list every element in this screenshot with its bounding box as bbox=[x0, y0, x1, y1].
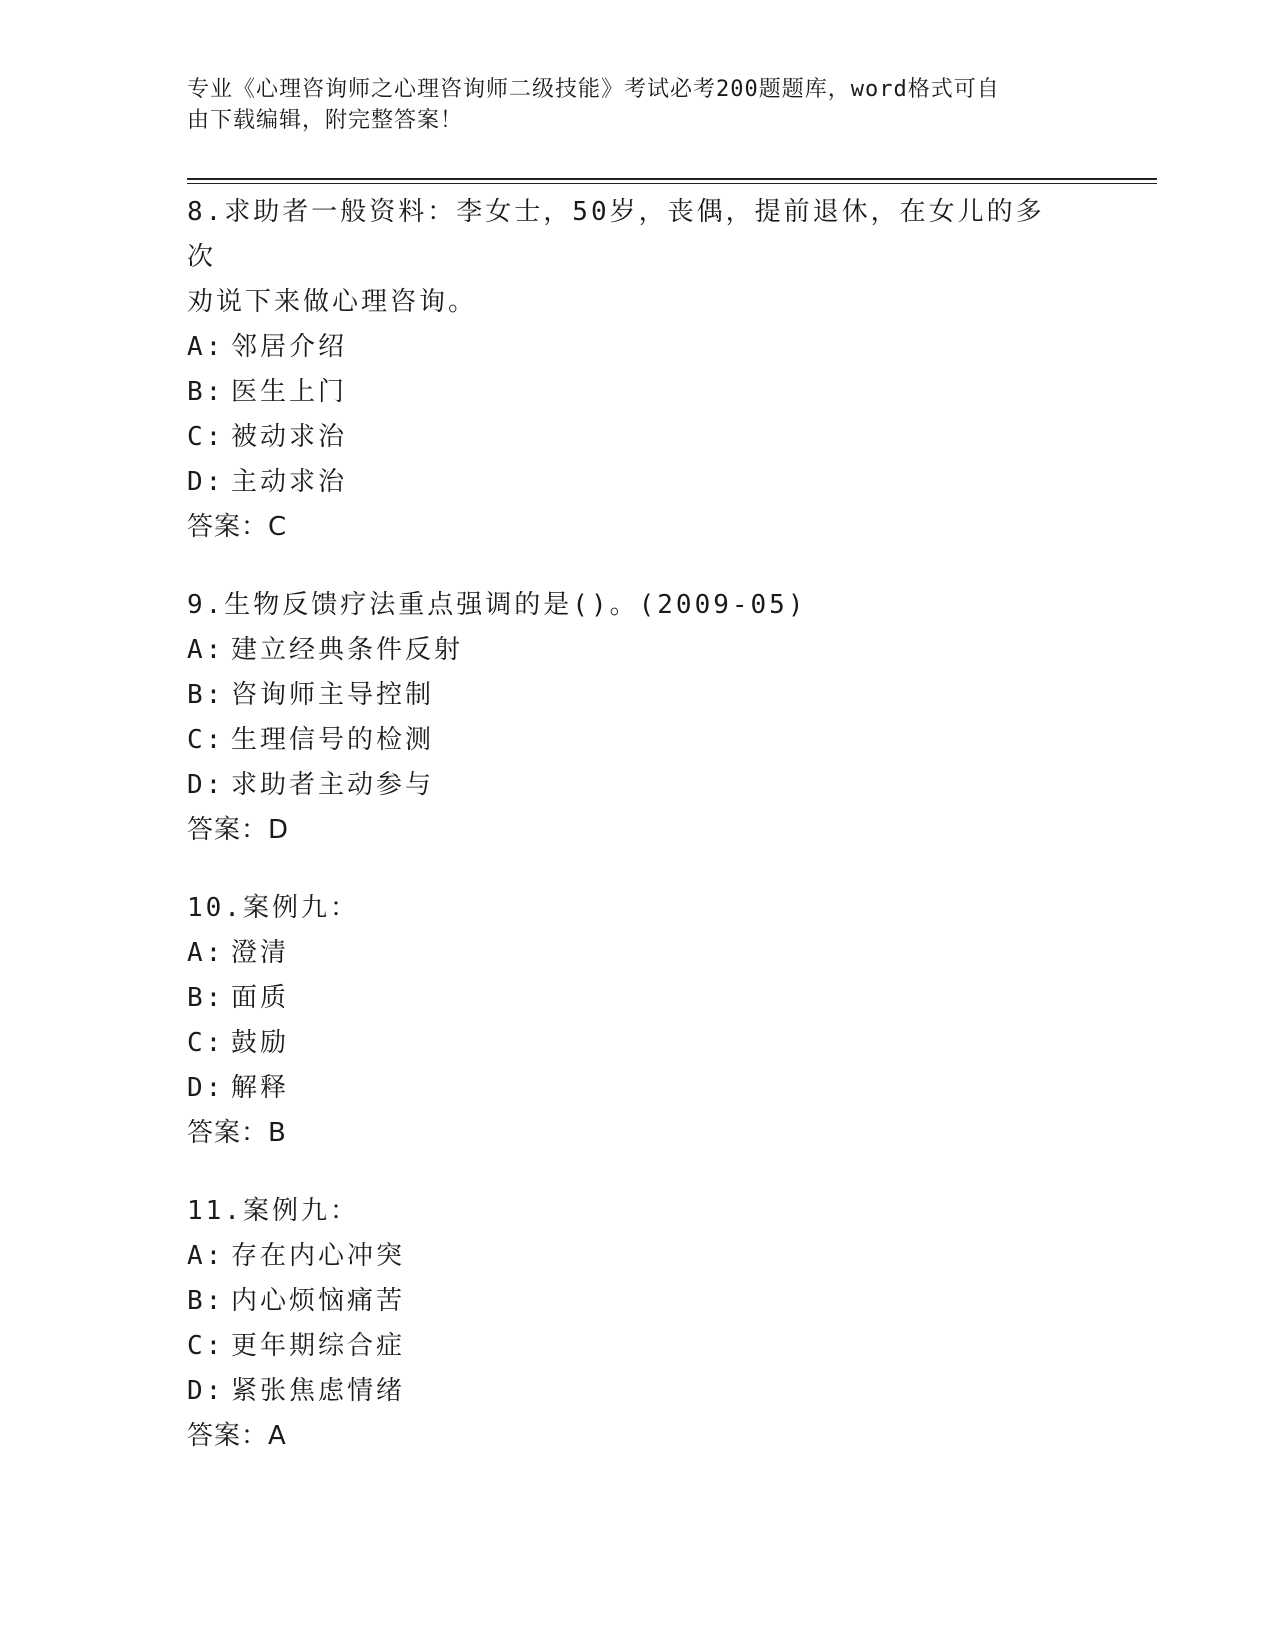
header-divider-thick bbox=[187, 178, 1157, 180]
option-text: 咨询师主导控制 bbox=[231, 680, 435, 710]
answer-line: 答案：C bbox=[187, 512, 288, 542]
option-text: 更年期综合症 bbox=[231, 1331, 406, 1361]
option-text: 面质 bbox=[231, 983, 290, 1013]
option-c bbox=[187, 415, 1067, 460]
header-line-2: 由下载编辑，附完整答案！ bbox=[187, 108, 464, 133]
option-b bbox=[187, 370, 1067, 415]
option-c bbox=[187, 718, 1067, 763]
option-d bbox=[187, 460, 1067, 505]
option-text: 邻居介绍 bbox=[231, 332, 348, 362]
answer-line: 答案：A bbox=[187, 1421, 287, 1451]
option-text: 紧张焦虑情绪 bbox=[231, 1376, 406, 1406]
option-text: 主动求治 bbox=[231, 467, 348, 497]
option-letter: D: bbox=[187, 770, 225, 800]
question-10 bbox=[187, 886, 1067, 1156]
option-d bbox=[187, 1066, 1067, 1111]
question-stem: 11.案例九： bbox=[187, 1196, 359, 1226]
option-b bbox=[187, 673, 1067, 718]
question-stem: 9.生物反馈疗法重点强调的是()。(2009-05) bbox=[187, 590, 807, 620]
option-letter: B: bbox=[187, 377, 225, 407]
option-letter: D: bbox=[187, 1073, 225, 1103]
option-text: 解释 bbox=[231, 1073, 290, 1103]
option-b bbox=[187, 1279, 1067, 1324]
option-letter: A: bbox=[187, 938, 225, 968]
option-c bbox=[187, 1324, 1067, 1369]
option-letter: D: bbox=[187, 1376, 225, 1406]
option-text: 鼓励 bbox=[231, 1028, 290, 1058]
option-letter: A: bbox=[187, 635, 225, 665]
question-stem: 8.求助者一般资料：李女士，50岁，丧偶，提前退休，在女儿的多次 bbox=[187, 197, 1045, 272]
option-a bbox=[187, 628, 1067, 673]
option-letter: B: bbox=[187, 1286, 225, 1316]
option-c bbox=[187, 1021, 1067, 1066]
document-header bbox=[187, 74, 1087, 136]
option-letter: C: bbox=[187, 422, 225, 452]
question-list bbox=[187, 190, 1067, 1492]
question-stem: 10.案例九： bbox=[187, 893, 359, 923]
option-letter: C: bbox=[187, 725, 225, 755]
answer-line: 答案：D bbox=[187, 815, 290, 845]
header-line-1: 专业《心理咨询师之心理咨询师二级技能》考试必考200题题库，word格式可自 bbox=[187, 77, 1000, 102]
option-text: 生理信号的检测 bbox=[231, 725, 435, 755]
question-11 bbox=[187, 1189, 1067, 1459]
option-d bbox=[187, 763, 1067, 808]
question-stem-continued: 劝说下来做心理咨询。 bbox=[187, 287, 478, 317]
option-text: 存在内心冲突 bbox=[231, 1241, 406, 1271]
option-letter: A: bbox=[187, 1241, 225, 1271]
option-text: 求助者主动参与 bbox=[231, 770, 435, 800]
option-a bbox=[187, 931, 1067, 976]
header-divider-thin bbox=[187, 183, 1157, 184]
option-text: 医生上门 bbox=[231, 377, 348, 407]
option-letter: C: bbox=[187, 1028, 225, 1058]
answer-line: 答案：B bbox=[187, 1118, 287, 1148]
question-9 bbox=[187, 583, 1067, 853]
option-d bbox=[187, 1369, 1067, 1414]
option-letter: C: bbox=[187, 1331, 225, 1361]
option-text: 被动求治 bbox=[231, 422, 348, 452]
question-8 bbox=[187, 190, 1067, 550]
option-letter: A: bbox=[187, 332, 225, 362]
option-a bbox=[187, 1234, 1067, 1279]
option-b bbox=[187, 976, 1067, 1021]
option-letter: D: bbox=[187, 467, 225, 497]
option-text: 建立经典条件反射 bbox=[231, 635, 464, 665]
option-a bbox=[187, 325, 1067, 370]
option-text: 澄清 bbox=[231, 938, 290, 968]
option-letter: B: bbox=[187, 983, 225, 1013]
option-text: 内心烦恼痛苦 bbox=[231, 1286, 406, 1316]
option-letter: B: bbox=[187, 680, 225, 710]
